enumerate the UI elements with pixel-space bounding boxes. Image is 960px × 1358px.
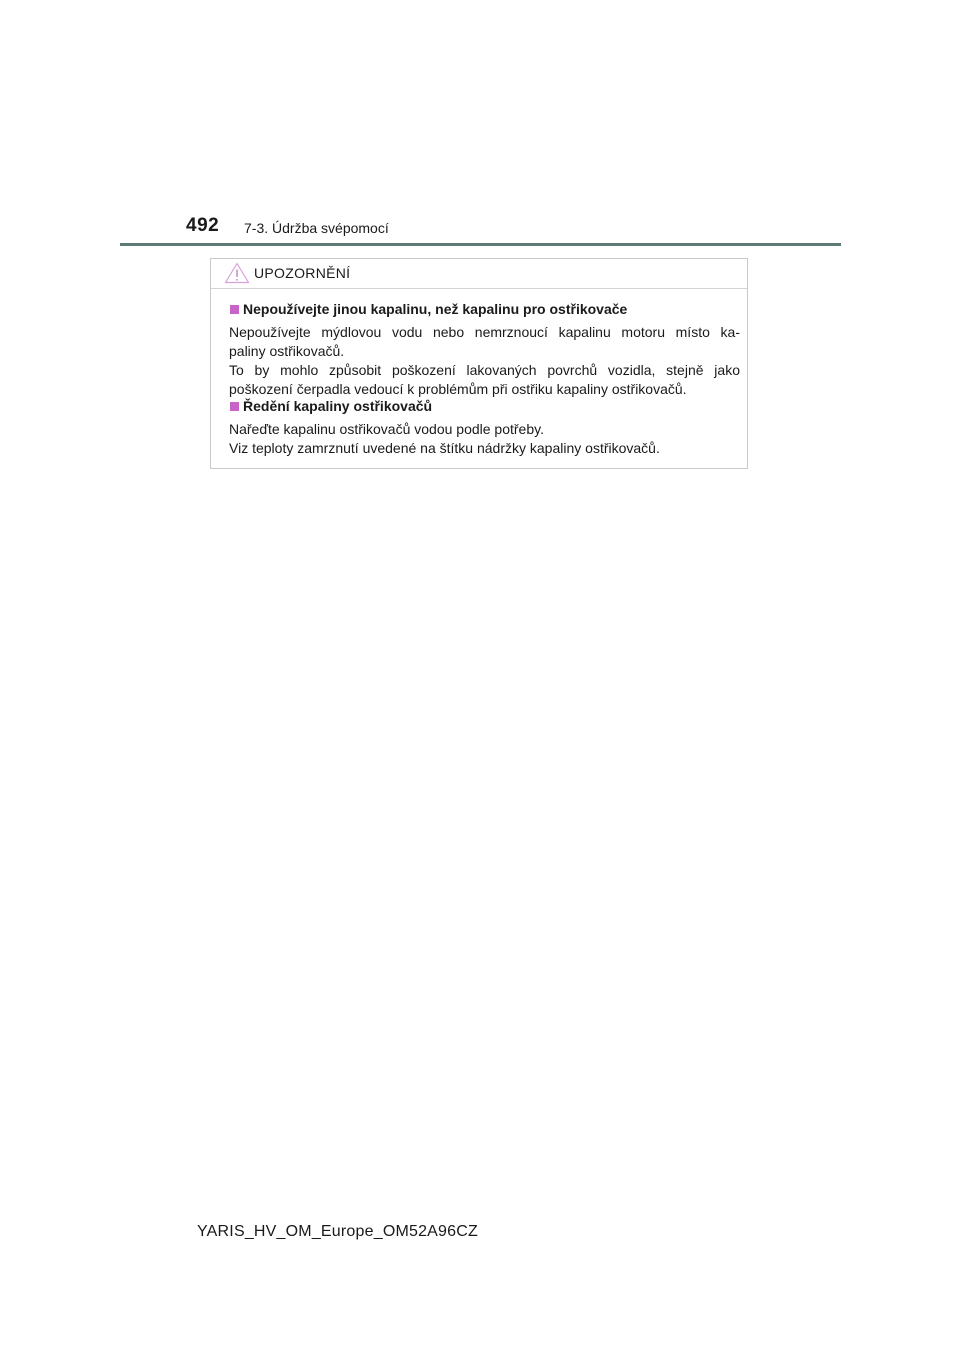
warning-item-body [229,323,740,399]
body-line: paliny ostřikovačů. [229,343,345,359]
body-line: Viz teploty zamrznutí uvedené na štítku nádržky kapaliny ostřikovačů. [229,440,660,456]
header-rule [120,243,841,246]
square-bullet-icon [230,305,239,314]
warning-title: UPOZORNĚNÍ [254,265,351,281]
warning-item-heading-text: Nepoužívejte jinou kapalinu, než kapalinu pro ostřikovače [243,301,628,317]
document-id-footer: YARIS_HV_OM_Europe_OM52A96CZ [197,1223,478,1240]
warning-box [210,258,748,469]
body-line: Nepoužívejte mýdlovou vodu nebo nemrznoucí kapalinu motoru místo ka- [229,324,740,340]
warning-item-heading [230,398,432,414]
square-bullet-icon [230,402,239,411]
body-line: To by mohlo způsobit poškození lakovaných povrchů vozidla, stejně jako [229,362,740,378]
warning-triangle-icon [224,262,250,284]
warning-item-heading [230,301,627,317]
section-title: 7-3. Údržba svépomocí [244,220,389,236]
warning-item-heading-text: Ředění kapaliny ostřikovačů [243,398,433,414]
warning-item-body [229,420,740,458]
body-line: Nařeďte kapalinu ostřikovačů vodou podle potřeby. [229,421,544,437]
body-line: poškození čerpadla vedoucí k problémům při ostřiku kapaliny ostřikovačů. [229,381,687,397]
page-number: 492 [186,215,220,236]
warning-header [211,259,747,289]
